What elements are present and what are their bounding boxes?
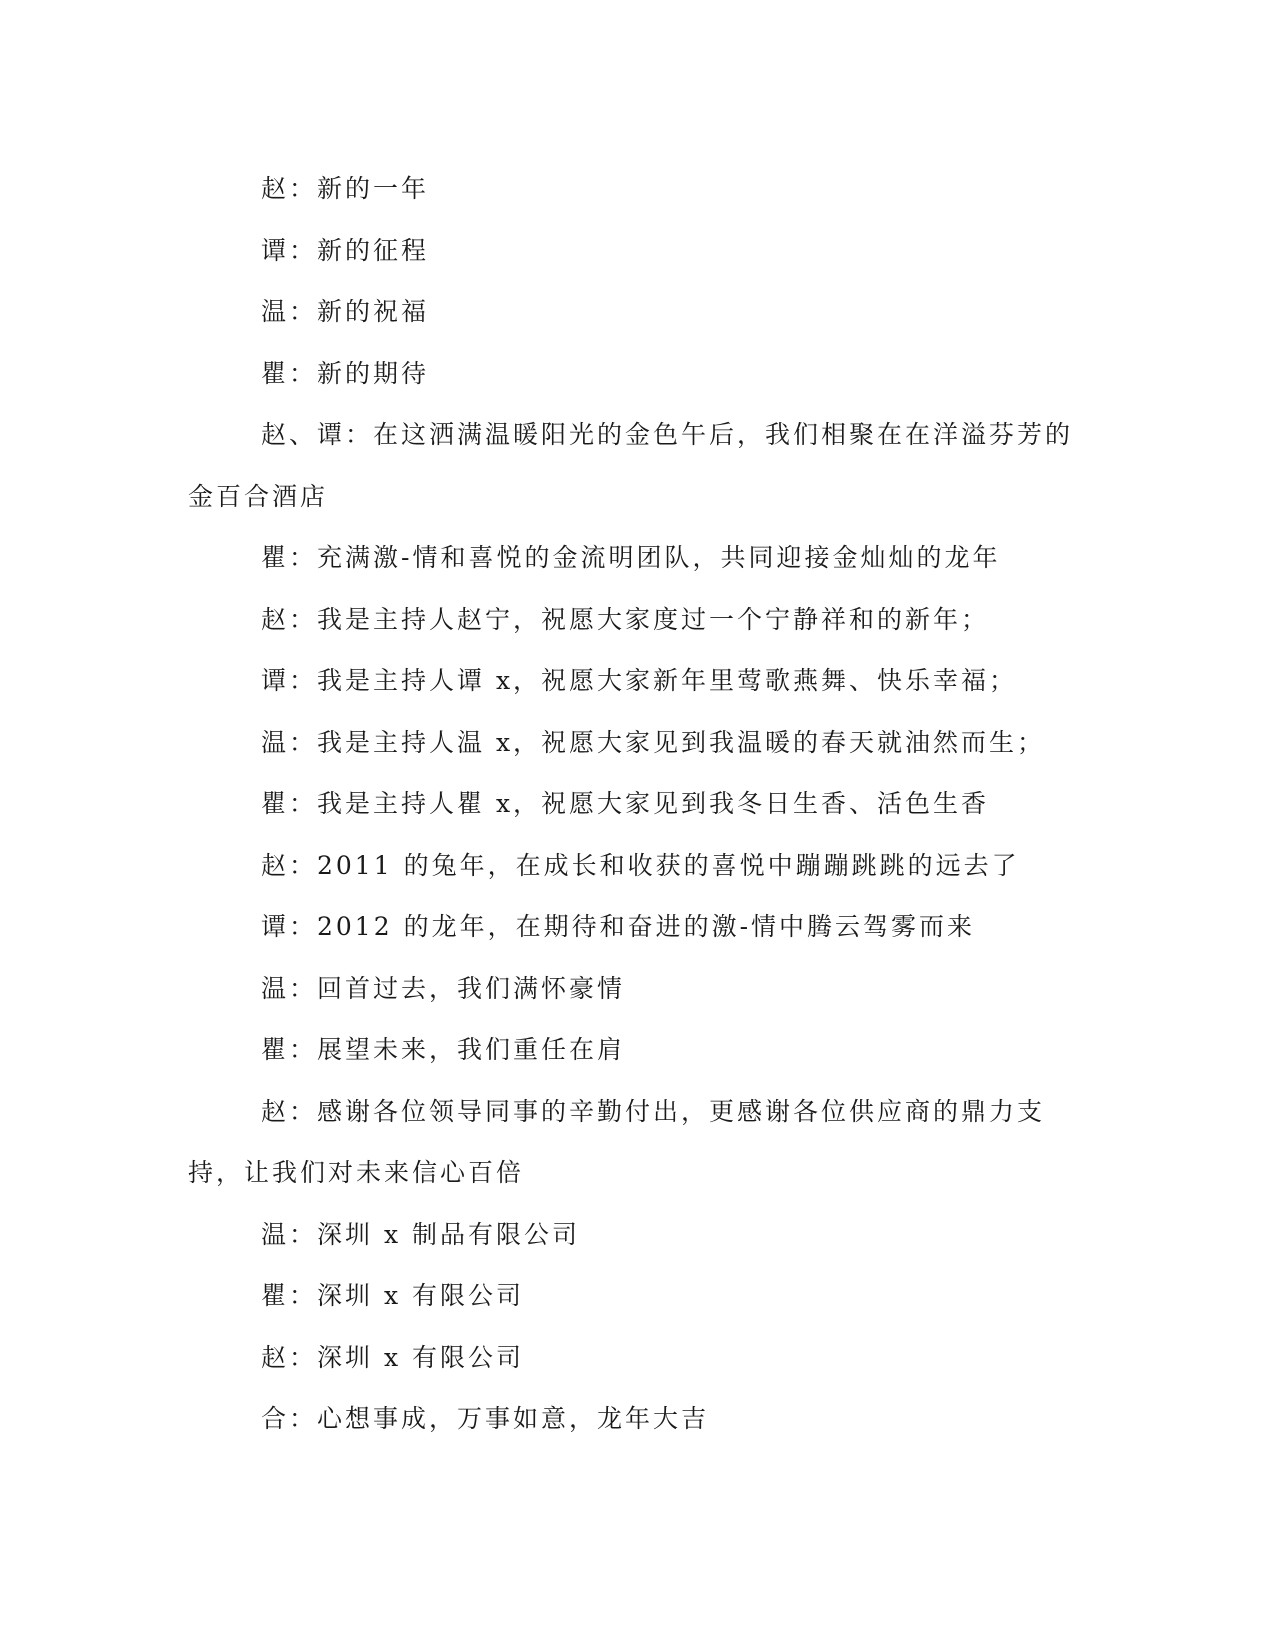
document-page <box>188 158 1088 1450</box>
script-line: 瞿：展望未来，我们重任在肩 <box>261 1035 626 1064</box>
script-line: 赵：感谢各位领导同事的辛勤付出，更感谢各位供应商的鼎力支持，让我们对未来信心百倍 <box>188 1096 1046 1187</box>
script-line: 瞿：新的期待 <box>261 358 430 388</box>
script-line: 赵：我是主持人赵宁，祝愿大家度过一个宁静祥和的新年； <box>261 604 990 634</box>
script-line: 瞿：深圳 x 有限公司 <box>261 1281 524 1310</box>
script-line: 瞿：充满激-情和喜悦的金流明团队，共同迎接金灿灿的龙年 <box>261 543 1001 572</box>
script-line: 赵：深圳 x 有限公司 <box>261 1342 524 1372</box>
script-line: 赵：2011 的兔年，在成长和收获的喜悦中蹦蹦跳跳的远去了 <box>261 850 1020 880</box>
script-line: 温：我是主持人温 x，祝愿大家见到我温暖的春天就油然而生； <box>261 727 1046 757</box>
script-line: 温：新的祝福 <box>261 297 430 326</box>
script-line: 谭：我是主持人谭 x，祝愿大家新年里莺歌燕舞、快乐幸福； <box>261 666 1018 695</box>
script-line: 赵、谭：在这洒满温暖阳光的金色午后，我们相聚在在洋溢芬芳的金百合酒店 <box>188 420 1074 511</box>
script-line: 温：深圳 x 制品有限公司 <box>261 1219 580 1249</box>
script-line: 温：回首过去，我们满怀豪情 <box>261 973 626 1003</box>
script-line: 谭：新的征程 <box>261 235 430 265</box>
script-line: 赵：新的一年 <box>261 174 430 203</box>
script-line: 瞿：我是主持人瞿 x，祝愿大家见到我冬日生香、活色生香 <box>261 789 990 818</box>
script-line: 谭：2012 的龙年，在期待和奋进的激-情中腾云驾雾而来 <box>261 912 976 941</box>
script-line: 合：心想事成，万事如意，龙年大吉 <box>261 1404 710 1433</box>
